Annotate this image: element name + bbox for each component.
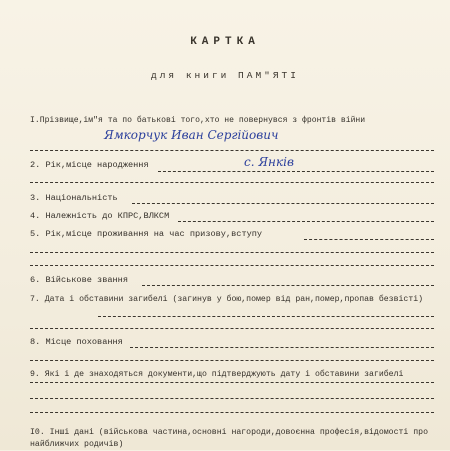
- field-8-line: [130, 347, 434, 348]
- field-9-line-1: [30, 382, 434, 383]
- field-8-line-2: [30, 360, 434, 361]
- field-2-line-2: [30, 182, 434, 183]
- field-5-label: 5. Рік,місце проживання на час призову,вступу: [30, 229, 263, 239]
- field-6-label: 6. Військове звання: [30, 275, 128, 285]
- field-3-label: 3. Національність: [30, 193, 118, 203]
- field-9-line-3: [30, 412, 434, 413]
- handwritten-name: Ямкорчук Иван Сергійович: [104, 128, 279, 142]
- field-7-label: 7. Дата і обставини загибелі (загинув у бою,помер від ран,помер,пропав безвісті): [30, 295, 424, 304]
- field-3-line: [132, 203, 434, 204]
- field-4-line: [178, 221, 434, 222]
- card-title: КАРТКА: [190, 36, 260, 48]
- field-9-label: 9. Які і де знаходяться документи,що підтверджують дату і обставини загибелі: [30, 370, 404, 379]
- field-9-line-2: [30, 398, 434, 399]
- handwritten-birthplace: с. Янків: [244, 155, 294, 169]
- field-4-label: 4. Належність до КПРС,ВЛКСМ: [30, 211, 170, 221]
- field-10-label: І0. Інші дані (військова частина,основні нагороди,довоєнна професія,відомості про найближчих родичів): [30, 428, 428, 449]
- field-7-line-2: [30, 328, 434, 329]
- field-5-line-2: [30, 252, 434, 253]
- field-5-line: [304, 239, 434, 240]
- field-5-line-3: [30, 265, 434, 266]
- field-8-label: 8. Місце поховання: [30, 337, 123, 347]
- field-7-line: [98, 316, 434, 317]
- field-1-label: І.Прізвище,ім"я та по батькові того,хто не повернувся з фронтів війни: [30, 116, 366, 125]
- field-2-label: 2. Рік,місце народження: [30, 160, 149, 170]
- field-2-line: [158, 171, 434, 172]
- card-subtitle: для книги ПАМ"ЯТІ: [151, 70, 299, 81]
- field-6-line: [142, 285, 434, 286]
- field-1-line-2: [30, 150, 434, 151]
